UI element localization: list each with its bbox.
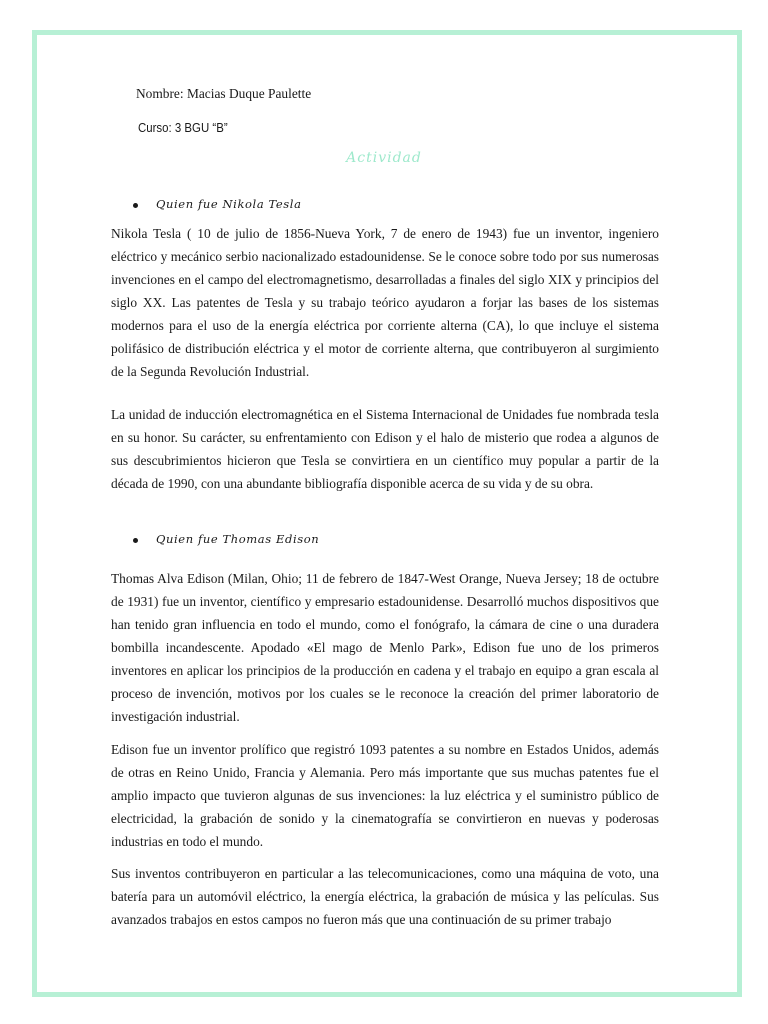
- paragraph: Edison fue un inventor prolífico que registró 1093 patentes a su nombre en Estados Unidos, además de otras en Reino Unido, Francia y Alemania. Pero más importante que sus muchas patentes fue el amplio impacto que tuvieron algunas de sus invenciones: la luz eléctrica y el suministro público de electricidad, la grabación de sonido y la cinematografía se convirtieron en nuevas y poderosas industrias en todo el mundo.: [111, 742, 659, 849]
- paragraph: La unidad de inducción electromagnética en el Sistema Internacional de Unidades fue nombrada tesla en su honor. Su carácter, su enfrentamiento con Edison y el halo de misterio que rodea a algunos de sus descubrimientos hicieron que Tesla se convirtiera en un científico muy popular a partir de la década de 1990, con una abundante bibliografía disponible acerca de su vida y de su obra.: [111, 407, 659, 491]
- course-line: Curso: 3 BGU “B”: [138, 120, 228, 135]
- paragraph: Sus inventos contribuyeron en particular a las telecomunicaciones, como una máquina de voto, una batería para un automóvil eléctrico, la energía eléctrica, la grabación de música y las películas. Sus avanzados trabajos en estos campos no fueron más que una continuación de su primer trabajo: [111, 866, 659, 927]
- paragraph: Thomas Alva Edison (Milan, Ohio; 11 de febrero de 1847-West Orange, Nueva Jersey; 18 de octubre de 1931) fue un inventor, científico y empresario estadounidense. Desarrolló muchos dispositivos que han tenido gran influencia en todo el mundo, como el fonógrafo, la cámara de cine o una duradera bombilla incandescente. Apodado «El mago de Menlo Park», Edison fue uno de los primeros inventores en aplicar los principios de la producción en cadena y el trabajo en equipo a gran escala al proceso de invención, motivos por los cuales se le reconoce la creación del primer laboratorio de investigación industrial.: [111, 571, 659, 724]
- section-heading-edison: [133, 532, 319, 546]
- activity-title: Actividad: [346, 150, 422, 166]
- bullet-icon: [133, 203, 138, 208]
- section-heading-text: Quien fue Thomas Edison: [156, 532, 320, 546]
- student-name: Nombre: Macias Duque Paulette: [136, 86, 312, 101]
- paragraph: Nikola Tesla ( 10 de julio de 1856-Nueva York, 7 de enero de 1943) fue un inventor, ingeniero eléctrico y mecánico serbio nacionalizado estadounidense. Se le conoce sobre todo por sus numerosas invenciones en el campo del electromagnetismo, desarrolladas a finales del siglo XIX y principios del siglo XX. Las patentes de Tesla y su trabajo teórico ayudaron a forjar las bases de los sistemas modernos para el uso de la energía eléctrica por corriente alterna (CA), lo que incluye el sistema polifásico de distribución eléctrica y el motor de corriente alterna, que contribuyeron al surgimiento de la Segunda Revolución Industrial.: [111, 226, 659, 379]
- bullet-icon: [133, 538, 138, 543]
- section-heading-tesla: [133, 197, 302, 211]
- section-heading-text: Quien fue Nikola Tesla: [156, 197, 302, 211]
